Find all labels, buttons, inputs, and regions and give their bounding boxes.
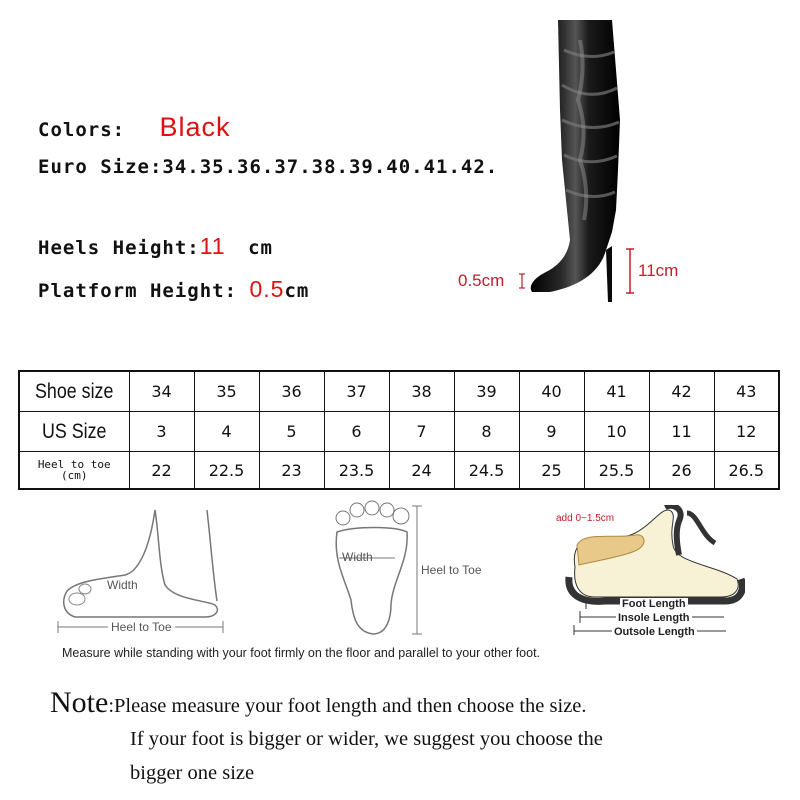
heels-height-label: Heels Height:: [38, 237, 200, 259]
table-cell: 3: [129, 412, 194, 452]
platform-height-value: 0.5: [249, 276, 285, 302]
measure-instruction: Measure while standing with your foot firmly on the floor and parallel to your other foot.: [62, 646, 541, 660]
side-length-label: Heel to Toe: [108, 620, 175, 634]
platform-height-row: [38, 276, 309, 303]
table-cell: 9: [519, 412, 584, 452]
row-label-us-size: US Size: [27, 412, 121, 452]
platform-height-unit: cm: [284, 280, 310, 302]
table-cell: 25.5: [584, 452, 649, 489]
table-cell: 24.5: [454, 452, 519, 489]
table-cell: 5: [259, 412, 324, 452]
table-cell: 11: [649, 412, 714, 452]
table-cell: 22: [129, 452, 194, 489]
row-label-shoe-size: Shoe size: [27, 371, 121, 412]
top-length-label: Heel to Toe: [421, 563, 482, 577]
foot-length-label: Foot Length: [622, 598, 686, 610]
heel-height-marker: [624, 247, 636, 295]
table-cell: 24: [389, 452, 454, 489]
heel-annotation: 11cm: [638, 261, 679, 280]
platform-height-label: Platform Height:: [38, 280, 238, 302]
table-row: [19, 412, 779, 452]
note-title: Note: [50, 686, 109, 719]
table-cell: 25: [519, 452, 584, 489]
euro-size-row: [38, 156, 498, 178]
table-cell: 36: [259, 371, 324, 412]
table-cell: 34: [129, 371, 194, 412]
table-cell: 42: [649, 371, 714, 412]
table-cell: 4: [194, 412, 259, 452]
shoe-section-diagram: [565, 505, 745, 605]
table-cell: 37: [324, 371, 389, 412]
table-cell: 26: [649, 452, 714, 489]
colors-value: Black: [159, 112, 231, 142]
row-label-heel-to-toe: [19, 452, 129, 489]
heels-height-row: [38, 233, 273, 260]
table-cell: 7: [389, 412, 454, 452]
note-line-1: [50, 686, 587, 720]
add-length-note: add 0~1.5cm: [556, 513, 615, 524]
table-cell: 26.5: [714, 452, 779, 489]
insole-length-label: Insole Length: [618, 612, 690, 624]
top-width-label: Width: [342, 550, 373, 564]
colors-label: Colors:: [38, 119, 126, 141]
table-cell: 23.5: [324, 452, 389, 489]
side-width-label: Width: [107, 578, 138, 592]
table-cell: 8: [454, 412, 519, 452]
table-cell: 43: [714, 371, 779, 412]
heels-height-unit: cm: [248, 237, 273, 259]
table-row: [19, 452, 779, 489]
note-line-3: bigger one size: [130, 762, 255, 784]
table-cell: 40: [519, 371, 584, 412]
table-cell: 38: [389, 371, 454, 412]
note-line-2: If your foot is bigger or wider, we suggest you choose the: [130, 728, 603, 750]
size-chart-table: [18, 370, 780, 490]
table-cell: 12: [714, 412, 779, 452]
table-cell: 10: [584, 412, 649, 452]
top-foot-diagram: [325, 500, 425, 640]
table-cell: 22.5: [194, 452, 259, 489]
colors-row: [38, 112, 231, 143]
heels-height-value: 11: [199, 233, 226, 259]
platform-height-marker: [517, 272, 527, 290]
boot-image: [520, 10, 630, 310]
outsole-length-label: Outsole Length: [614, 626, 695, 638]
euro-size-label: Euro Size:: [38, 156, 163, 178]
platform-annotation: 0.5cm: [458, 271, 505, 290]
table-cell: 23: [259, 452, 324, 489]
note-text-1: :Please measure your foot length and then choose the size.: [108, 695, 587, 717]
euro-size-value: 34.35.36.37.38.39.40.41.42.: [162, 156, 499, 178]
cm-unit-label: (cm): [61, 469, 88, 482]
table-cell: 41: [584, 371, 649, 412]
table-cell: 6: [324, 412, 389, 452]
table-cell: 35: [194, 371, 259, 412]
table-cell: 39: [454, 371, 519, 412]
table-row: [19, 371, 779, 412]
heel-to-toe-label: Heel to toe: [37, 458, 111, 471]
